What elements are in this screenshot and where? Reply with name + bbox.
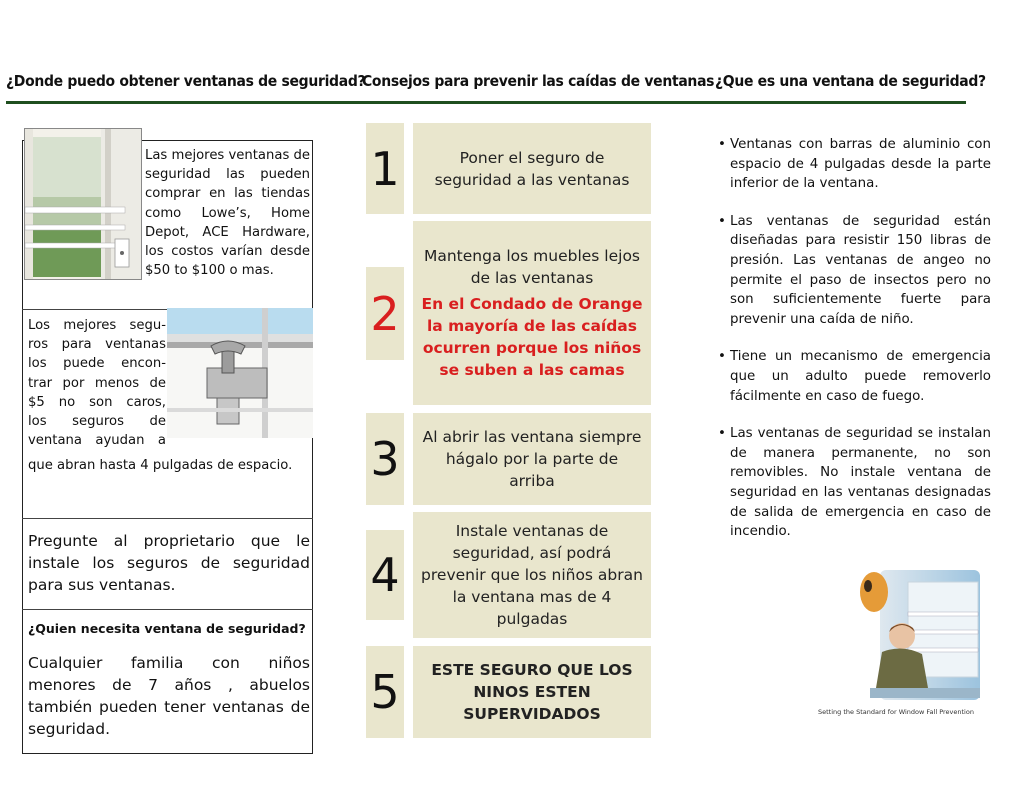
header-where-to-get: ¿Donde puedo obtener ventanas de seguridad?: [6, 72, 366, 90]
tip-5: [413, 646, 651, 738]
tip-3: [413, 413, 651, 505]
where-to-buy-text: Las mejores ventanas de seguridad las pueden comprar en las tiendas como Lowe’s, Home Depot, ACE Hardware, los costos varían desde $50 to $100 o mas.: [145, 148, 311, 279]
tip-4: [413, 512, 651, 638]
header-rule: [6, 101, 966, 104]
locks-line: $5 no son caros,: [28, 394, 166, 410]
divider-3: [22, 609, 313, 610]
locks-line: trar por menos de: [28, 375, 166, 391]
window-lock-photo: [167, 308, 313, 438]
safety-window-bullets: [716, 135, 991, 560]
bullet-item: • Las ventanas de seguridad se instalan de manera permanente, no son removibles. No instale ventana de seguridad en las ventanas designadas de salida de emergencia en caso de incendio.: [716, 424, 991, 542]
locks-line: ventana ayudan a: [28, 433, 166, 449]
tip-2-highlight: En el Condado de Orange la mayoría de las caídas ocurren porque los niños se suben a las camas: [421, 295, 643, 379]
locks-text: [28, 316, 166, 450]
tip-1: [413, 123, 651, 214]
tip-4-text: Instale ventanas de seguridad, así podrá prevenir que los niños abran la ventana mas de 4 pulgadas: [421, 522, 643, 628]
tip-number-3: 3: [366, 413, 404, 505]
locks-line: Los mejores segu-: [28, 318, 166, 333]
who-needs-text: Cualquier familia con niños menores de 7 años , abuelos también pueden tener ventanas de seguridad.: [28, 654, 310, 738]
window-guard-photo: [24, 128, 142, 280]
tip-1-text: Poner el seguro de seguridad a las ventanas: [434, 148, 630, 189]
bullet-item: • Ventanas con barras de aluminio con espacio de 4 pulgadas desde la parte inferior de la ventana.: [716, 135, 991, 194]
tip-number-2: 2: [366, 267, 404, 360]
who-needs-heading: ¿Quien necesita ventana de seguridad?: [28, 621, 306, 636]
tip-5-text: ESTE SEGURO QUE LOS NINOS ESTEN SUPERVIDADOS: [431, 661, 633, 723]
locks-line: ros para ventanas: [28, 337, 166, 353]
tip-2: [413, 221, 651, 405]
locks-line: los puede encon-: [28, 356, 166, 372]
header-tips: Consejos para prevenir las caídas de ventanas: [362, 72, 715, 90]
locks-line: los seguros de: [28, 414, 166, 430]
tip-3-text: Al abrir las ventana siempre hágalo por la parte de arriba: [422, 428, 642, 490]
bullet-item: • Las ventanas de seguridad están diseñadas para resistir 150 libras de presión. Las ventanas de angeo no permite el paso de insectos pero no son suficientemente fuerte para prevenir una caída de niño.: [716, 212, 991, 330]
ask-landlord-text: Pregunte al proprietario que le instale los seguros de seguridad para sus ventanas.: [28, 532, 310, 594]
tip-2-text: Mantenga los muebles lejos de las ventanas: [423, 247, 641, 287]
divider-2: [22, 518, 313, 519]
child-window-photo: [850, 562, 988, 707]
tip-number-4: 4: [366, 530, 404, 620]
tip-number-1: 1: [366, 123, 404, 214]
bullet-item: • Tiene un mecanismo de emergencia que un adulto puede removerlo fácilmente en caso de fuego.: [716, 347, 991, 406]
header-what-is: ¿Que es una ventana de seguridad?: [715, 72, 986, 90]
tip-number-5: 5: [366, 646, 404, 738]
photo-caption: Setting the Standard for Window Fall Prevention: [818, 708, 974, 716]
locks-text-tail: que abran hasta 4 pulgadas de espacio.: [28, 458, 293, 473]
divider-1: [22, 309, 167, 310]
